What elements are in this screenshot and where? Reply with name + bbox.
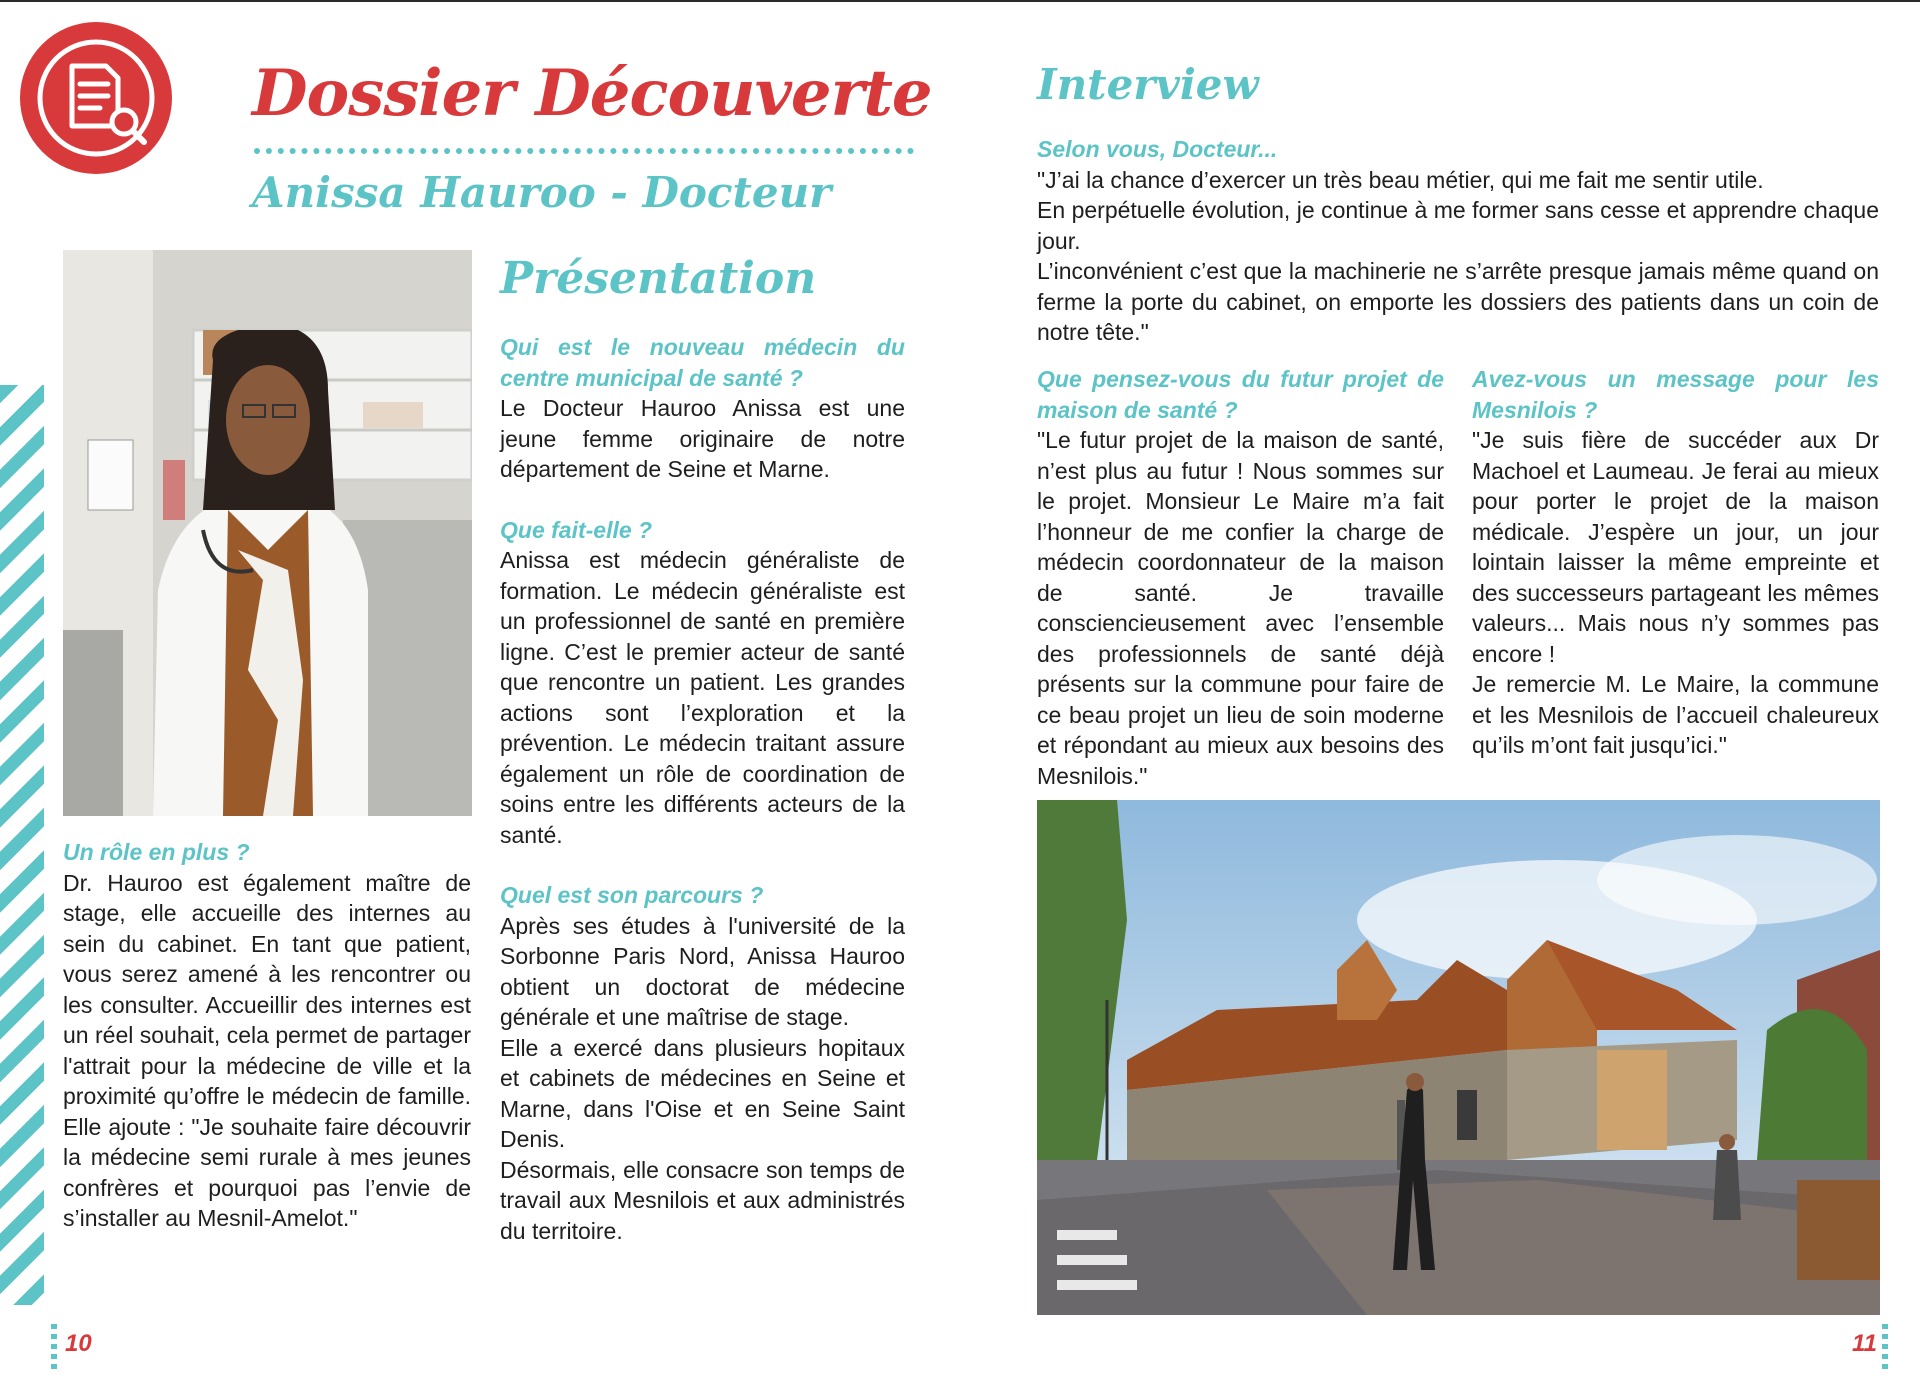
question-role: Un rôle en plus ? (63, 839, 250, 865)
top-border (0, 0, 1920, 2)
page-number-right: 11 (1852, 1330, 1877, 1357)
interview-column-message (1472, 364, 1879, 761)
answer-message-2: Je remercie M. Le Maire, la commune et les Mesnilois de l’accueil chaleureux qu’ils m’ont fait jusqu’ici." (1472, 671, 1879, 758)
answer-opinion-3: L’inconvénient c’est que la machinerie ne s’arrête presque jamais même quand on ferme la porte du cabinet, on emporte les dossiers des patients dans un coin de notre tête." (1037, 258, 1879, 345)
page-number-left: 10 (65, 1330, 92, 1357)
answer-background-2: Elle a exercé dans plusieurs hopitaux et cabinets de médecines en Seine et Marne, dans l'Oise et en Seine Saint Denis. (500, 1034, 905, 1152)
doctor-photo (63, 250, 472, 816)
decorative-stripes (0, 385, 44, 1305)
presentation-column (500, 332, 905, 1246)
answer-what: Anissa est médecin généraliste de formation. Le médecin généraliste est un professionnel de santé en première ligne. C’est le premier acteur de santé que rencontre un patient. Les grandes actions sont l’exploration et la prévention. Le médecin traitant assure également un rôle de coordination de soins entre les différents acteurs de la santé. (500, 547, 905, 848)
question-message: Avez-vous un message pour les Mesnilois ? (1472, 366, 1879, 423)
document-search-icon (20, 22, 172, 174)
page-number-dots-right (1882, 1324, 1888, 1370)
answer-background-1: Après ses études à l'université de la Sorbonne Paris Nord, Anissa Hauroo obtient un doctorat de médecine générale et une maîtrise de stage. (500, 912, 905, 1030)
dossier-logo (20, 22, 172, 174)
question-opinion: Selon vous, Docteur... (1037, 136, 1278, 162)
answer-role: Dr. Hauroo est également maître de stage, elle accueille des internes au sein du cabinet. En tant que patient, vous serez amené à les rencontrer ou les consulter. Accueillir des internes est un réel souhait, cela permet de partager l'attrait pour la médecine de ville et la proximité qu’offre le médecin de famille. Elle ajoute : "Je souhaite faire découvrir la médecine semi rurale à mes jeunes confrères et pourquoi pas l’envie de s’installer au Mesnil-Amelot." (63, 869, 471, 1231)
interview-intro (1037, 134, 1879, 348)
answer-who: Le Docteur Hauroo Anissa est une jeune femme originaire de notre département de Seine et Marne. (500, 395, 905, 482)
page-subtitle: Anissa Hauroo - Docteur (252, 168, 832, 217)
presentation-heading: Présentation (500, 253, 817, 304)
health-center-rendering (1037, 800, 1880, 1315)
question-project: Que pensez-vous du futur projet de maison de santé ? (1037, 366, 1444, 423)
answer-project: "Le futur projet de la maison de santé, n’est plus au futur ! Nous sommes sur le projet. Monsieur Le Maire m’a fait l’honneur de me confier la charge de médecin coordonnateur de la maison de santé. Je travaille consciencieusement avec l’ensemble des professionnels de santé déjà présents sur la commune pour faire de ce beau projet un lieu de soin moderne et répondant au mieux aux besoins des Mesnilois." (1037, 427, 1444, 789)
page-number-dots-left (51, 1324, 57, 1370)
title-dotted-divider (254, 148, 914, 154)
question-who: Qui est le nouveau médecin du centre municipal de santé ? (500, 334, 905, 391)
question-background: Quel est son parcours ? (500, 882, 764, 908)
question-what: Que fait-elle ? (500, 516, 653, 543)
answer-opinion-1: "J’ai la chance d’exercer un très beau métier, qui me fait me sentir utile. (1037, 166, 1764, 193)
page-title: Dossier Découverte (252, 56, 932, 131)
role-column (63, 837, 471, 1234)
answer-background-3: Désormais, elle consacre son temps de travail aux Mesnilois et aux administrés du territoire. (500, 1156, 905, 1244)
interview-heading: Interview (1037, 60, 1259, 109)
answer-opinion-2: En perpétuelle évolution, je continue à me former sans cesse et apprendre chaque jour. (1037, 197, 1879, 254)
answer-message-1: "Je suis fière de succéder aux Dr Machoel et Laumeau. Je ferai au mieux pour porter le projet de la maison médicale. J’espère un jour, un jour lointain laisser la même empreinte et des successeurs partageant les mêmes valeurs... Mais nous n’y sommes pas encore ! (1472, 427, 1879, 667)
interview-column-project (1037, 364, 1444, 791)
